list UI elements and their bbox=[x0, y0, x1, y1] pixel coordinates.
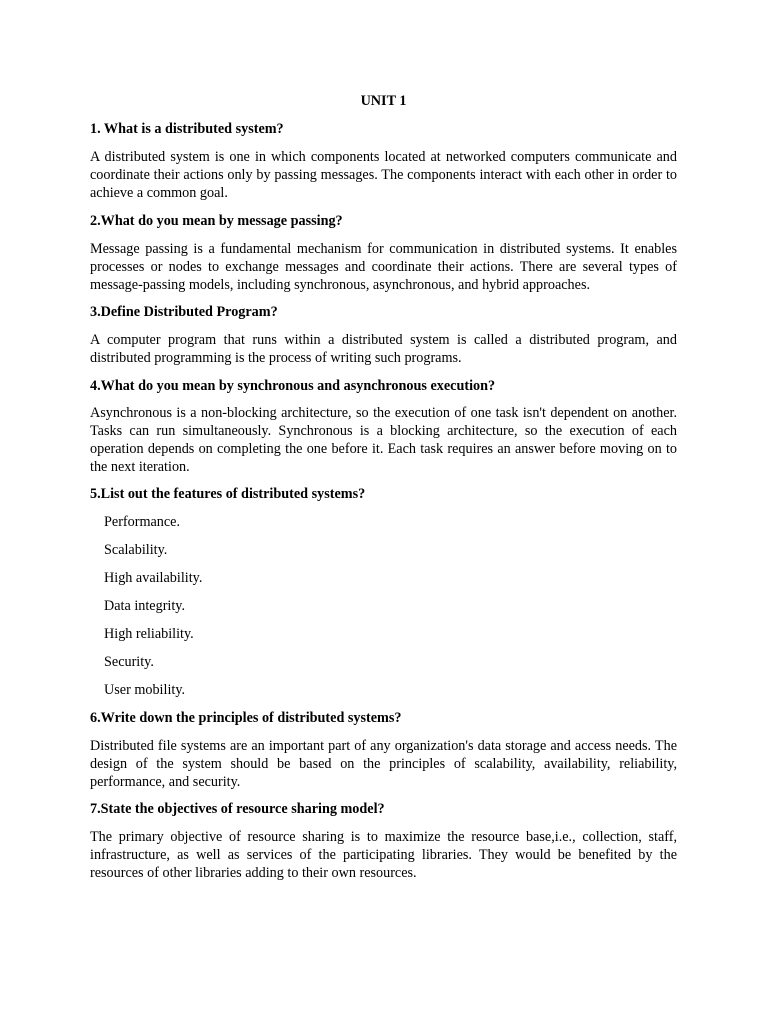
feature-item: High reliability. bbox=[104, 626, 194, 642]
feature-item: Performance. bbox=[104, 514, 181, 530]
question-3: 3.Define Distributed Program? bbox=[90, 304, 278, 320]
answer-7: The primary objective of resource sharing is to maximize the resource base,i.e., collection, staff, infrastructure, as well as services of the participating libraries. They would be benefited by the resources of other libraries adding to their own resources. bbox=[90, 829, 677, 881]
question-4: 4.What do you mean by synchronous and asynchronous execution? bbox=[90, 378, 496, 394]
feature-item: Scalability. bbox=[104, 542, 168, 558]
answer-4: Asynchronous is a non-blocking architecture, so the execution of one task isn't dependent on another. Tasks can run simultaneously. Synchronous is a blocking architecture, so the execution of each operation depends on completing the one before it. Each task requires an answer before moving on to the next iteration. bbox=[90, 405, 677, 475]
question-2: 2.What do you mean by message passing? bbox=[90, 213, 343, 229]
unit-title: UNIT 1 bbox=[360, 93, 407, 109]
answer-6: Distributed file systems are an important part of any organization's data storage and access needs. The design of the system should be based on the principles of scalability, availability, reliability, performance, and security. bbox=[90, 738, 677, 790]
answer-1: A distributed system is one in which components located at networked computers communicate and coordinate their actions only by passing messages. The components interact with each other in order to achieve a common goal. bbox=[90, 149, 677, 201]
question-5: 5.List out the features of distributed systems? bbox=[90, 486, 366, 502]
answer-3: A computer program that runs within a distributed system is called a distributed program, and distributed programming is the process of writing such programs. bbox=[90, 332, 677, 366]
feature-item: High availability. bbox=[104, 570, 203, 586]
document-page bbox=[90, 0, 677, 1024]
feature-item: Security. bbox=[104, 654, 154, 670]
question-6: 6.Write down the principles of distributed systems? bbox=[90, 710, 402, 726]
question-1: 1. What is a distributed system? bbox=[90, 121, 284, 137]
answer-2: Message passing is a fundamental mechanism for communication in distributed systems. It enables processes or nodes to exchange messages and coordinate their actions. There are several types of message-passing models, including synchronous, asynchronous, and hybrid approaches. bbox=[90, 241, 677, 293]
feature-item: User mobility. bbox=[104, 682, 186, 698]
feature-item: Data integrity. bbox=[104, 598, 186, 614]
question-7: 7.State the objectives of resource sharing model? bbox=[90, 801, 385, 817]
